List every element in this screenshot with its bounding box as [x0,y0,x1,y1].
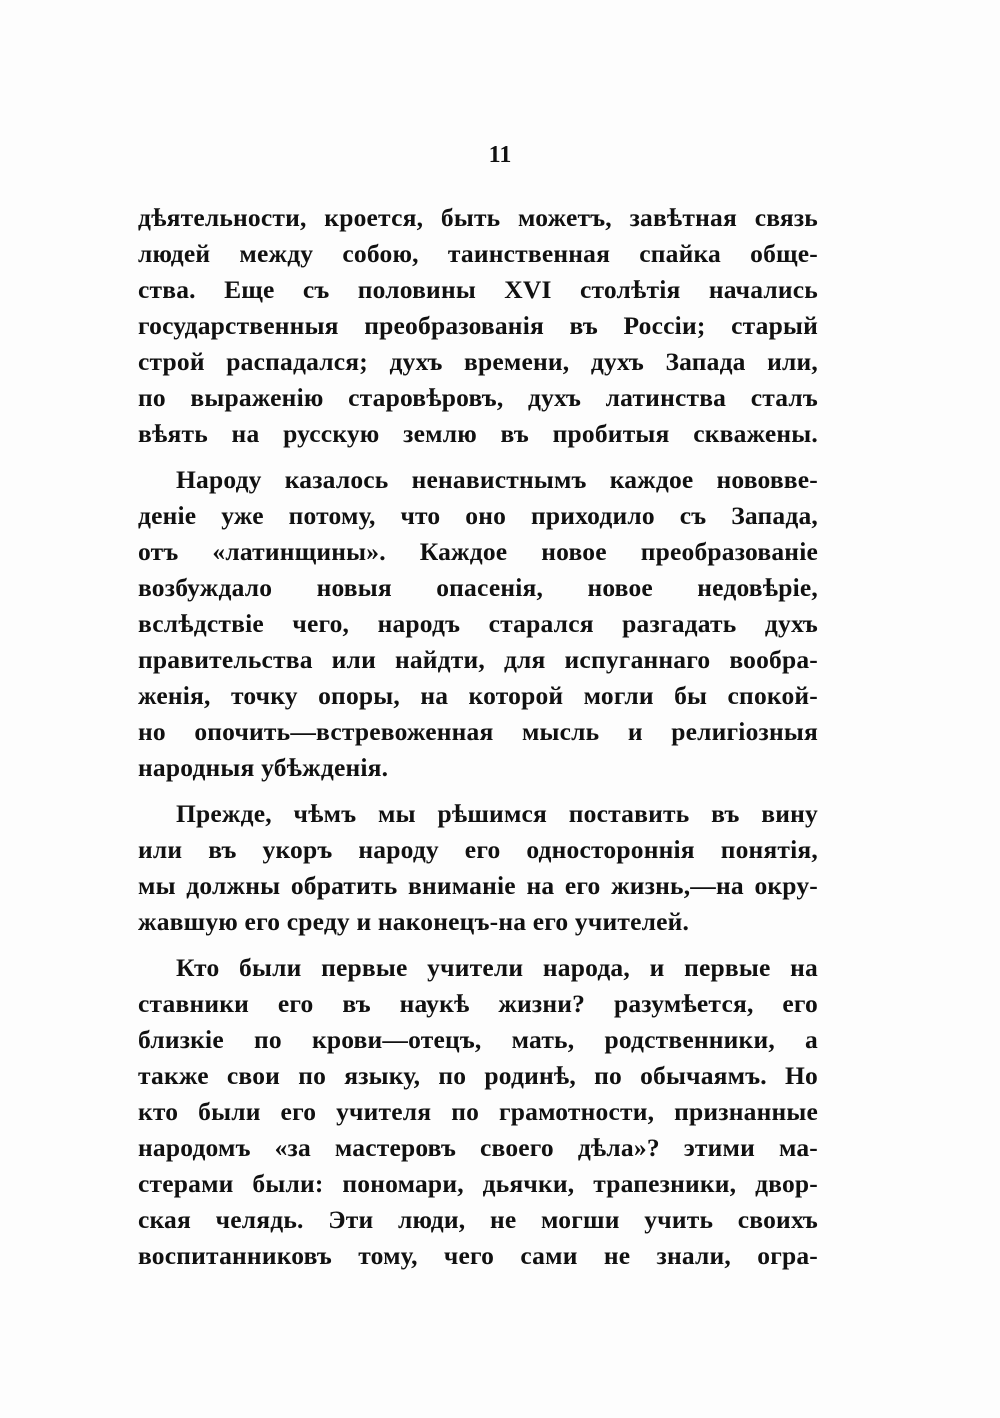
body-text [138,200,818,1274]
paragraph-gap [138,940,818,950]
text-line: строй распадался; духъ времени, духъ Запада или, [138,347,818,376]
text-line: Народу казалось ненавистнымъ каждое нововве- [176,465,818,494]
text-line: но опочить—встревоженная мысль и религіозныя [138,717,818,746]
text-line: вслѣдствіе чего, народъ старался разгадать духъ [138,609,818,638]
text-line: близкіе по крови—отецъ, мать, родственники, а [138,1025,818,1054]
text-line: воспитанниковъ тому, чего сами не знали, огра- [138,1241,818,1270]
text-line: людей между собою, таинственная спайка обще- [138,239,818,268]
text-line: народомъ «за мастеровъ своего дѣла»? этими ма- [138,1133,818,1162]
page-number: 11 [488,142,512,168]
text-line: возбуждало новыя опасенія, новое недовѣріе, [138,573,818,602]
text-line: отъ «латинщины». Каждое новое преобразованіе [138,537,818,566]
text-line: по выраженію старовѣровъ, духъ латинства сталъ [138,383,818,412]
text-line: ская челядь. Эти люди, не могши учить своихъ [138,1205,818,1234]
paragraph-2 [138,462,818,786]
paragraph-3 [138,796,818,940]
text-line: государственныя преобразованія въ Россіи; старый [138,311,818,340]
paragraph-gap [138,786,818,796]
text-line: дѣятельности, кроется, быть можетъ, завѣтная связь [138,203,818,232]
text-line: ставники его въ наукѣ жизни? разумѣется, его [138,989,818,1018]
paragraph-1 [138,200,818,452]
text-line: ства. Еще съ половины XVI столѣтія начались [138,275,818,304]
text-line: или въ укоръ народу его одностороннія понятія, [138,835,818,864]
text-line: жавшую его среду и наконецъ-на его учителей. [138,907,690,936]
text-line: деніе уже потому, что оно приходило съ Запада, [138,501,818,530]
text-line: народныя убѣжденія. [138,753,389,782]
text-line: вѣять на русскую землю въ пробитыя скважены. [138,419,818,448]
text-line: также свои по языку, по родинѣ, по обычаямъ. Но [138,1061,818,1090]
paragraph-gap [138,452,818,462]
text-line: мы должны обратить вниманіе на его жизнь,—на окру- [138,871,818,900]
text-line: женія, точку опоры, на которой могли бы спокой- [138,681,818,710]
paragraph-4 [138,950,818,1274]
text-line: правительства или найдти, для испуганнаго вообра- [138,645,818,674]
text-line: Кто были первые учители народа, и первые на [176,953,818,982]
text-line: кто были его учителя по грамотности, признанные [138,1097,818,1126]
text-line: стерами были: пономари, дьячки, трапезники, двор- [138,1169,818,1198]
text-line: Прежде, чѣмъ мы рѣшимся поставить въ вину [176,799,818,828]
